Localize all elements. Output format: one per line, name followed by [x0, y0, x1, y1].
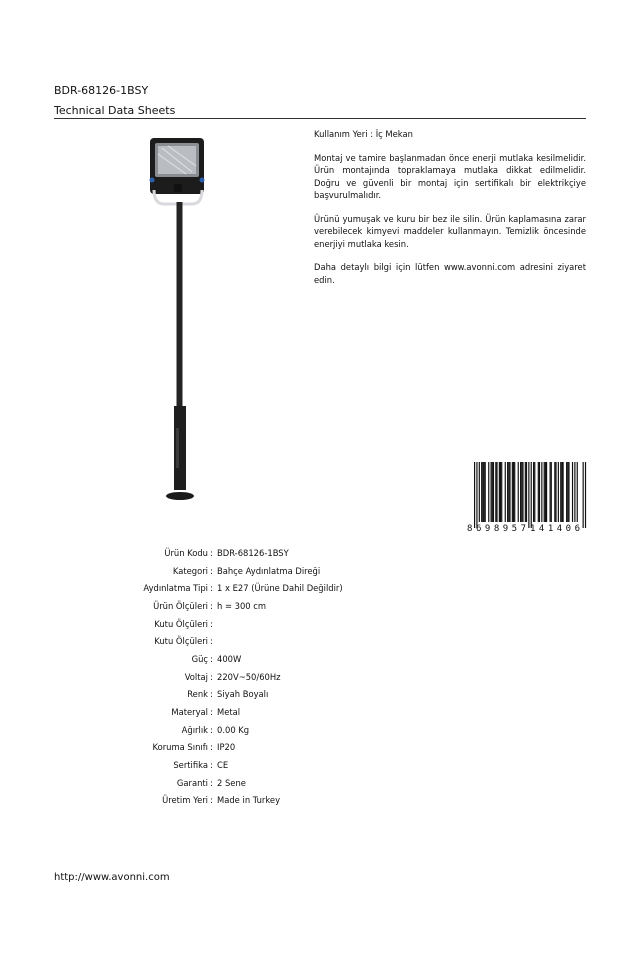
spec-row: [60, 632, 343, 650]
pole-base-section: [174, 406, 186, 490]
barcode-bar: [479, 462, 480, 522]
barcode-bars: [474, 462, 586, 528]
barcode-bar: [574, 462, 575, 522]
spec-separator: :: [210, 689, 213, 700]
barcode-bar: [521, 462, 522, 522]
barcode-bar: [526, 462, 527, 522]
barcode-right-group: 141406: [530, 524, 580, 534]
spec-label: Voltaj: [184, 671, 208, 682]
spec-label: Garanti: [176, 777, 208, 788]
barcode-bar: [563, 462, 564, 522]
barcode-bar: [583, 462, 584, 528]
barcode-bar: [485, 462, 486, 522]
barcode-bar: [505, 462, 506, 522]
spec-label: Üretim Yeri: [162, 795, 208, 806]
spec-row: [60, 756, 343, 774]
spec-row: [60, 668, 343, 686]
barcode-bar: [492, 462, 493, 522]
barcode-bar: [533, 462, 534, 522]
product-info: [314, 128, 586, 297]
spec-separator: :: [210, 671, 213, 682]
spec-value: CE: [217, 760, 229, 771]
barcode-bar: [538, 462, 539, 522]
spec-label: Kutu Ölçüleri: [154, 636, 208, 647]
more-info-note: Daha detaylı bilgi için lütfen www.avonni.com adresini ziyaret edin.: [314, 262, 586, 285]
document-subtitle: Technical Data Sheets: [54, 104, 176, 117]
spec-label: Materyal: [171, 707, 208, 718]
barcode-bar: [560, 462, 561, 522]
spec-label: Ağırlık: [181, 724, 208, 735]
barcode-bar: [474, 462, 475, 528]
spec-value: 2 Sene: [217, 777, 246, 788]
header-divider: [54, 118, 586, 119]
barcode-bar: [528, 462, 529, 528]
spec-row: [60, 650, 343, 668]
barcode-bar: [500, 462, 501, 522]
spec-value: 0.00 Kg: [217, 724, 250, 735]
barcode-bar: [572, 462, 573, 522]
barcode-bar: [493, 462, 494, 522]
barcode-bar: [509, 462, 510, 522]
spec-separator: :: [210, 600, 213, 611]
barcode-bar: [551, 462, 552, 522]
barcode-bar: [531, 462, 532, 528]
spec-value: Bahçe Aydınlatma Direği: [217, 565, 321, 576]
spec-separator: :: [210, 795, 213, 806]
spec-value: 220V~50/60Hz: [217, 671, 281, 682]
spec-row: [60, 686, 343, 704]
spec-value: Metal: [217, 707, 241, 718]
barcode-bar: [482, 462, 483, 522]
spec-label: Kutu Ölçüleri: [154, 618, 208, 629]
usage-location: Kullanım Yeri : İç Mekan: [314, 129, 413, 139]
barcode-bar: [567, 462, 568, 522]
barcode-bar: [512, 462, 513, 522]
barcode-bar: [508, 462, 509, 522]
spec-label: Renk: [187, 689, 208, 700]
spec-label: Koruma Sınıfı: [152, 742, 208, 753]
barcode-bar: [585, 462, 586, 528]
footer-url: http://www.avonni.com: [54, 872, 170, 883]
spec-row: [60, 544, 343, 562]
barcode-bar: [491, 462, 492, 522]
spec-row: [60, 579, 343, 597]
pole-upper: [177, 202, 183, 414]
spec-label: Sertifika: [173, 760, 208, 771]
barcode-bar: [544, 462, 545, 522]
spec-row: [60, 739, 343, 757]
spec-value: IP20: [217, 742, 236, 753]
cleaning-instructions: Ürünü yumuşak ve kuru bir bez ile silin. Ürün kaplamasına zarar verebilecek kimyevi maddeler kullanmayın. Temizlik öncesinde enerjiyi mutlaka kesin.: [314, 213, 586, 249]
spec-row: [60, 721, 343, 739]
spec-label: Ürün Kodu: [164, 547, 208, 558]
spec-separator: :: [210, 565, 213, 576]
spec-label: Aydınlatma Tipi: [143, 583, 208, 594]
spec-row: [60, 703, 343, 721]
installation-warning: Montaj ve tamire başlanmadan önce enerji mutlaka kesilmelidir. Ürün montajında topraklamaya mutlaka dikkat edilmelidir. Doğru ve güvenli bir montaj için sertifikalı bir elektrikçiye başvurulmalıdır.: [314, 152, 586, 200]
barcode-bar: [545, 462, 546, 522]
barcode-bar: [546, 462, 547, 522]
spec-value: Made in Turkey: [217, 795, 281, 806]
barcode-bar: [514, 462, 515, 522]
barcode-bar: [558, 462, 559, 522]
barcode-bar: [554, 462, 555, 522]
spec-label: Kategori: [172, 565, 208, 576]
spec-row: [60, 562, 343, 580]
barcode-bar: [495, 462, 496, 522]
spec-value: h = 300 cm: [217, 600, 267, 611]
barcode-bar: [501, 462, 502, 522]
spec-value: 1 x E27 (Ürüne Dahil Değildir): [217, 583, 343, 594]
barcode-bar: [520, 462, 521, 522]
barcode-bar: [561, 462, 562, 522]
spec-label: Güç: [191, 653, 208, 664]
spec-value: BDR-68126-1BSY: [217, 547, 289, 558]
barcode-bar: [550, 462, 551, 522]
barcode-bar: [496, 462, 497, 522]
barcode-bar: [488, 462, 489, 522]
spec-separator: :: [210, 547, 213, 558]
right-knob: [200, 178, 205, 183]
spec-separator: :: [210, 636, 213, 647]
product-image: [140, 132, 220, 504]
barcode-bar: [566, 462, 567, 522]
barcode-bar: [555, 462, 556, 522]
spec-separator: :: [210, 618, 213, 629]
barcode-bar: [518, 462, 519, 522]
spec-separator: :: [210, 707, 213, 718]
spec-separator: :: [210, 653, 213, 664]
barcode-bar: [483, 462, 484, 522]
spec-separator: :: [210, 777, 213, 788]
barcode-bar: [481, 462, 482, 522]
barcode-bar: [568, 462, 569, 522]
spec-value: Siyah Boyalı: [217, 689, 269, 700]
spec-separator: :: [210, 583, 213, 594]
spec-value: 400W: [217, 653, 242, 664]
barcode-bar: [525, 462, 526, 522]
barcode-bar: [541, 462, 542, 522]
left-knob: [150, 178, 155, 183]
barcode-bar: [522, 462, 523, 522]
barcode-bar: [507, 462, 508, 522]
spec-row: [60, 774, 343, 792]
product-code-heading: BDR-68126-1BSY: [54, 84, 149, 97]
spec-separator: :: [210, 742, 213, 753]
barcode-bar: [534, 462, 535, 522]
barcode-bar: [539, 462, 540, 522]
barcode: [463, 460, 587, 534]
spec-row: [60, 597, 343, 615]
barcode-left-group: 698957: [476, 524, 526, 534]
pole-base-plate: [166, 492, 194, 500]
spec-row: [60, 792, 343, 810]
barcode-first-digit: 8: [467, 524, 473, 534]
spec-row: [60, 615, 343, 633]
spec-table: [60, 544, 343, 809]
barcode-bar: [577, 462, 578, 522]
spec-label: Ürün Ölçüleri: [153, 600, 208, 611]
spec-separator: :: [210, 724, 213, 735]
barcode-bar: [499, 462, 500, 522]
spec-separator: :: [210, 760, 213, 771]
barcode-bar: [476, 462, 477, 528]
barcode-bar: [513, 462, 514, 522]
